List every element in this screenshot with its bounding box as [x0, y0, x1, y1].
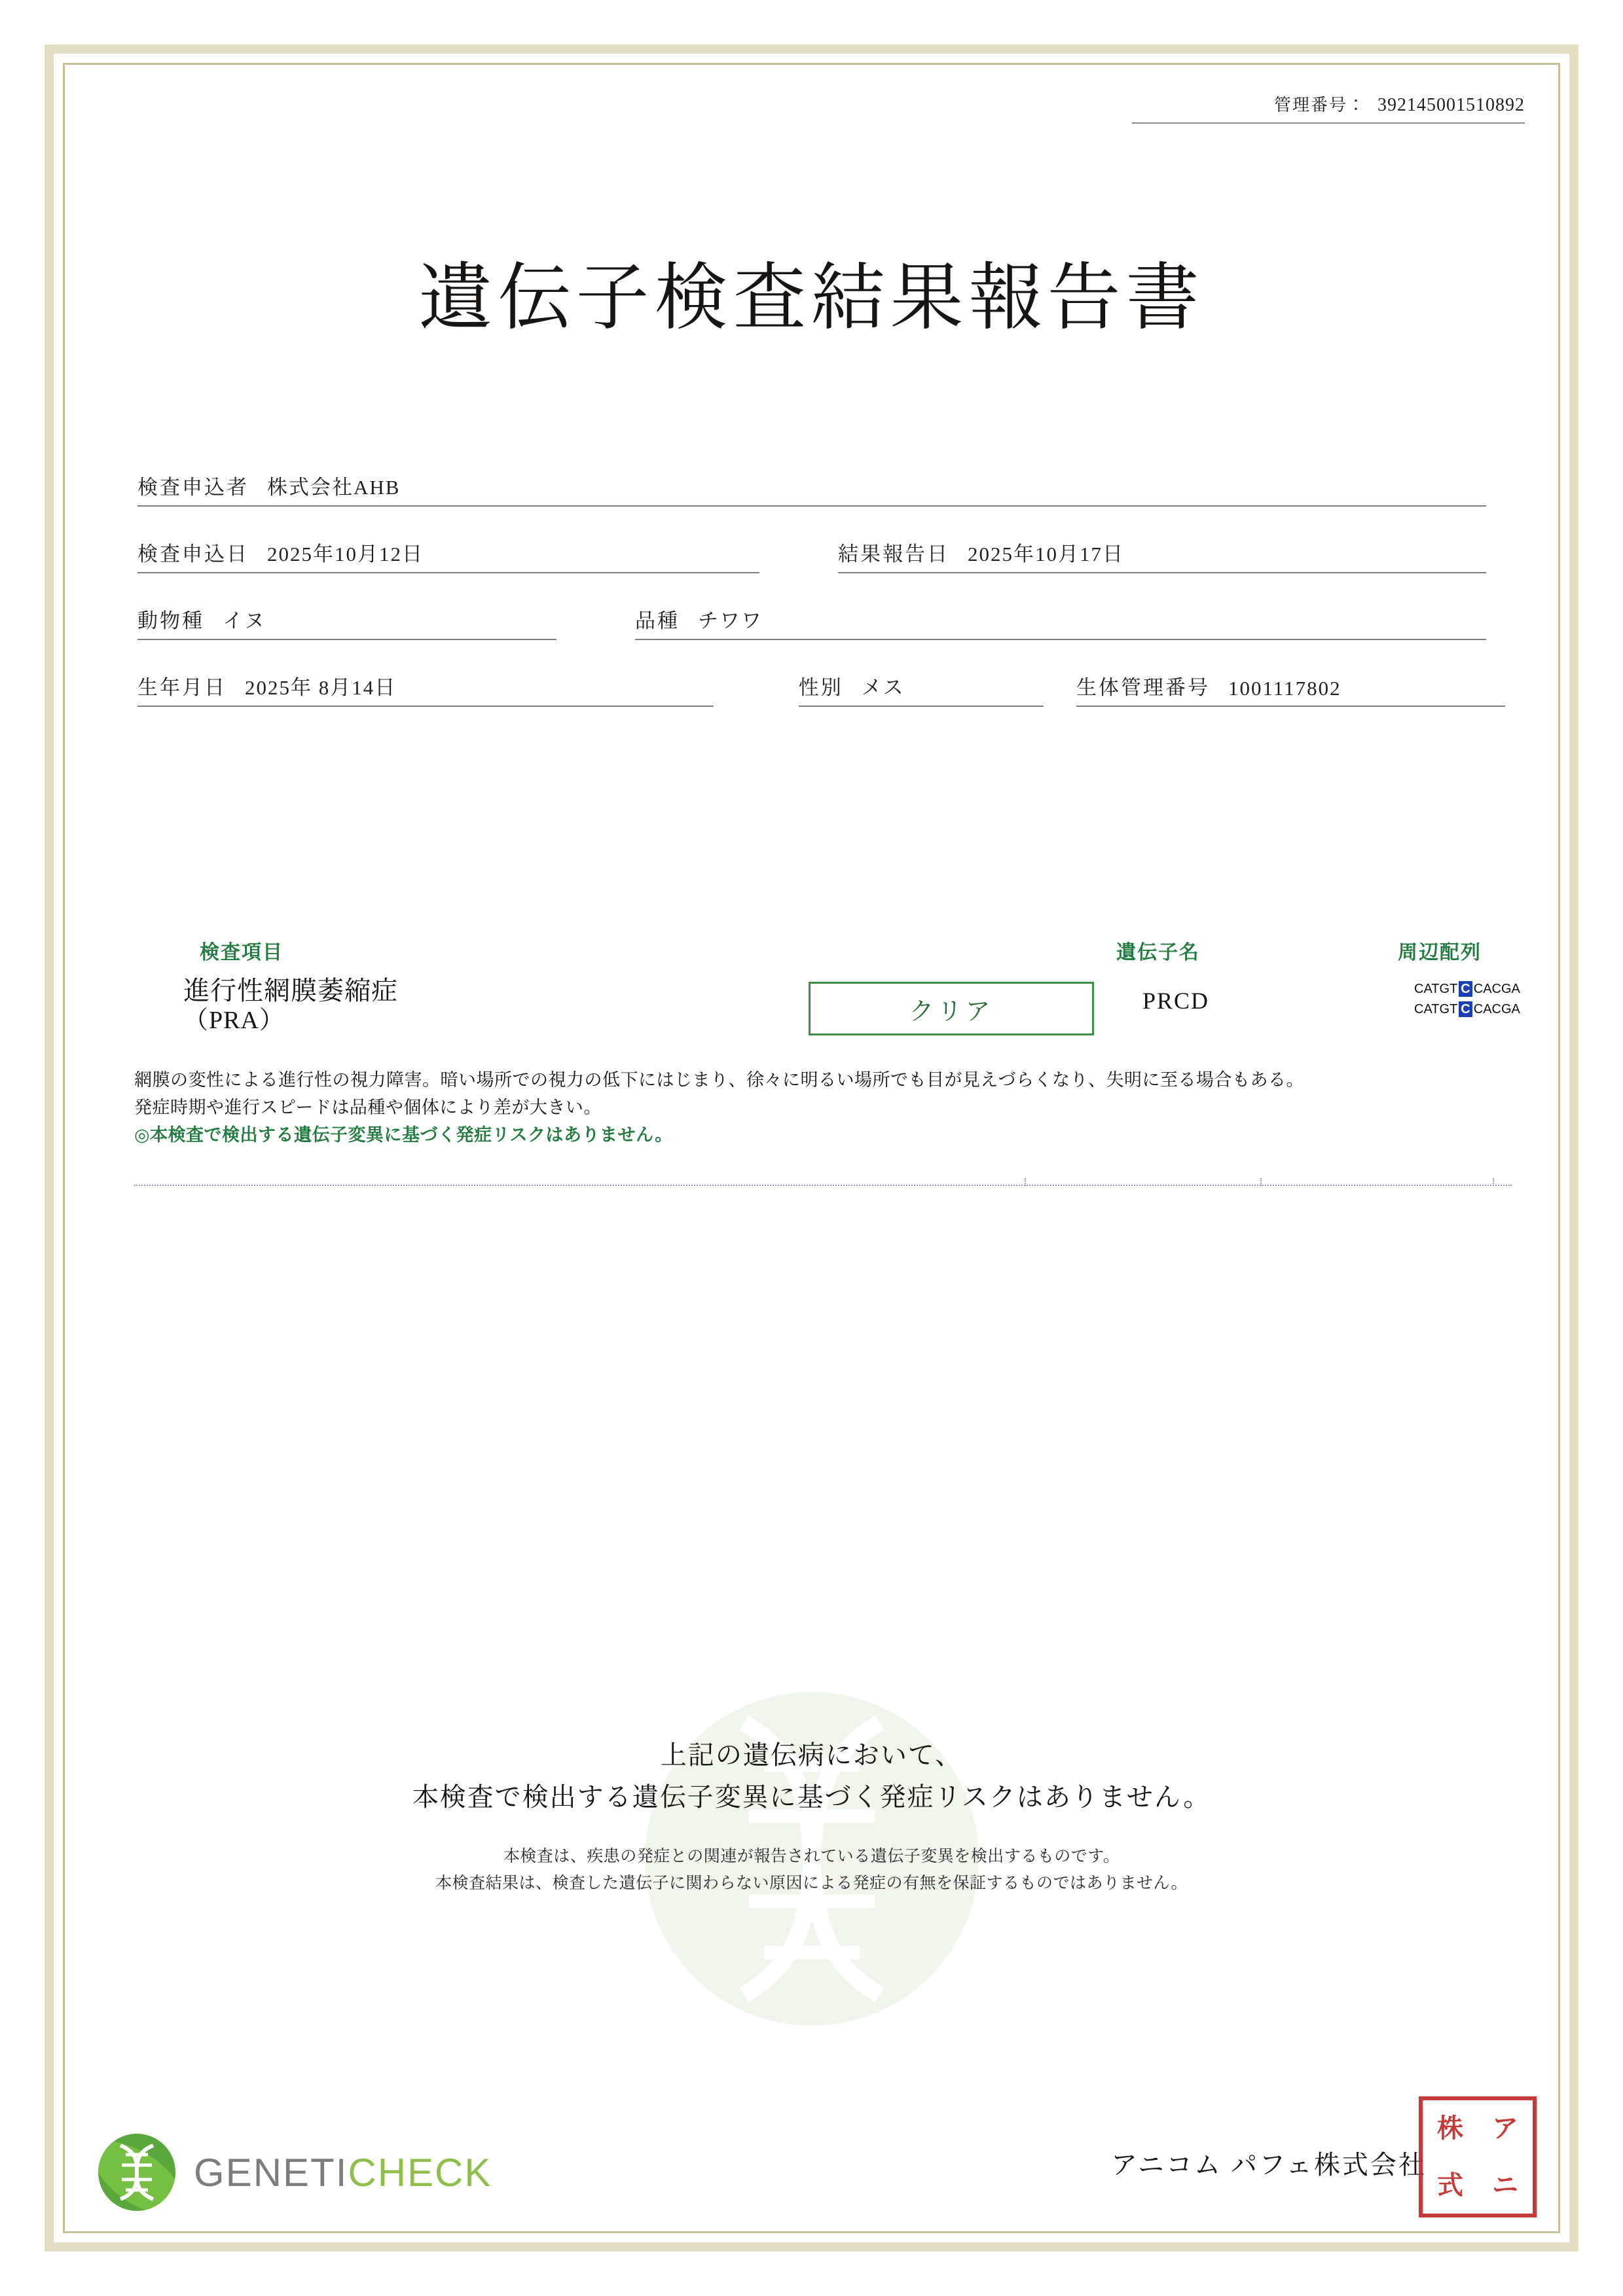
field-management-number: [1076, 665, 1505, 707]
company-seal: [1419, 2096, 1537, 2217]
leaf-dna-icon: [98, 2134, 175, 2211]
seal-char-1: 株: [1437, 2113, 1463, 2144]
company-name: アニコム パフェ株式会社: [1111, 2150, 1427, 2179]
header-gene-name: 遺伝子名: [1116, 942, 1200, 963]
field-birthdate: [137, 665, 714, 707]
field-applicant-label: 検査申込者: [137, 476, 249, 499]
result-row: [134, 975, 1520, 1047]
description-line-1: 網膜の変性による進行性の視力障害。暗い場所での視力の低下にはじまり、徐々に明るい場所でも目が見えづらくなり、失明に至る場合もある。: [134, 1070, 1304, 1090]
field-report-date-value: 2025年10月17日: [968, 543, 1124, 565]
info-row-birth: [137, 665, 1505, 707]
summary-note: [98, 1843, 1525, 1897]
dna-helix-icon: [113, 2143, 160, 2202]
sequence-line-1-highlight: C: [1459, 981, 1472, 997]
info-row-species: [137, 598, 1505, 640]
seal-char-4: ニ: [1492, 2170, 1518, 2200]
field-management-number-label: 生体管理番号: [1076, 676, 1210, 699]
info-row-dates: [137, 531, 1505, 573]
sequence-line-1-post: CACGA: [1473, 982, 1520, 996]
summary-line-2: 本検査で検出する遺伝子変異に基づく発症リスクはありません。: [412, 1783, 1211, 1812]
summary-line-1: 上記の遺伝病において、: [660, 1741, 963, 1770]
sequence-line-2-post: CACGA: [1473, 1002, 1520, 1016]
summary-note-line-2: 本検査結果は、検査した遺伝子に関わらない原因による発症の有無を保証するものではありません。: [435, 1874, 1188, 1893]
description-line-2: 発症時期や進行スピードは品種や個体により差が大きい。: [134, 1097, 602, 1117]
logo-wordmark: [194, 2150, 492, 2195]
summary-block: [98, 1734, 1525, 1897]
section-divider: [134, 1185, 1512, 1186]
field-report-date-label: 結果報告日: [838, 543, 949, 565]
description-risk-statement: ◎本検査で検出する遺伝子変異に基づく発症リスクはありません。: [134, 1124, 673, 1145]
info-row-applicant: [137, 465, 1505, 507]
disease-name-sub: （PRA）: [183, 1007, 285, 1035]
field-applicant-value: 株式会社AHB: [267, 476, 401, 499]
control-number-value: 392145001510892: [1377, 95, 1525, 115]
sequence-line-2-highlight: C: [1459, 1001, 1472, 1017]
header-test-item: 検査項目: [200, 942, 283, 963]
disease-name-main: 進行性網膜萎縮症: [183, 976, 398, 1005]
field-birthdate-label: 生年月日: [137, 676, 227, 699]
field-application-date-label: 検査申込日: [137, 543, 249, 565]
sequence-line-2: [1414, 999, 1520, 1020]
sequence-line-1-pre: CATGT: [1414, 982, 1458, 996]
sequence-block: [1414, 979, 1520, 1020]
judgement-badge: [809, 982, 1094, 1035]
gene-name-value: PRCD: [1142, 988, 1210, 1014]
logo-word-part2: CHECK: [348, 2150, 492, 2195]
judgement-text: クリア: [909, 997, 994, 1026]
result-table-header: [134, 936, 1512, 962]
summary-note-line-1: 本検査は、疾患の発症との関連が報告されている遺伝子変異を検出するものです。: [503, 1847, 1120, 1865]
seal-char-3: 式: [1437, 2170, 1463, 2200]
field-application-date: [137, 531, 759, 573]
divider-tick-1: [1025, 1178, 1026, 1186]
control-number: [1132, 92, 1525, 124]
field-breed-label: 品種: [635, 609, 680, 632]
seal-char-2: ア: [1492, 2113, 1518, 2144]
field-species-label: 動物種: [137, 609, 204, 632]
field-sex-value: メス: [861, 676, 905, 699]
disease-name: [183, 975, 398, 1035]
info-block: [137, 465, 1505, 732]
field-species-value: イヌ: [223, 609, 266, 632]
field-breed-value: チワワ: [698, 609, 763, 632]
field-management-number-value: 1001117802: [1228, 677, 1341, 700]
field-sex: [799, 665, 1044, 707]
sequence-line-1: [1414, 979, 1520, 999]
control-number-label: 管理番号：: [1273, 96, 1366, 115]
field-sex-label: 性別: [798, 676, 843, 699]
field-breed: [635, 598, 1486, 640]
sequence-line-2-pre: CATGT: [1414, 1002, 1458, 1016]
geneticheck-logo: [98, 2134, 492, 2211]
field-report-date: [838, 531, 1486, 573]
divider-tick-2: [1260, 1178, 1262, 1186]
header-sequence: 周辺配列: [1398, 942, 1482, 963]
disease-description: [134, 1067, 1512, 1149]
field-application-date-value: 2025年10月12日: [267, 543, 424, 565]
page-title: 遺伝子検査結果報告書: [418, 258, 1205, 339]
field-species: [137, 598, 556, 640]
page-content: [98, 79, 1525, 2217]
divider-tick-3: [1493, 1178, 1494, 1186]
field-birthdate-value: 2025年 8月14日: [245, 676, 397, 699]
field-applicant: [137, 465, 1486, 507]
logo-word-part1: GENETI: [194, 2150, 348, 2195]
